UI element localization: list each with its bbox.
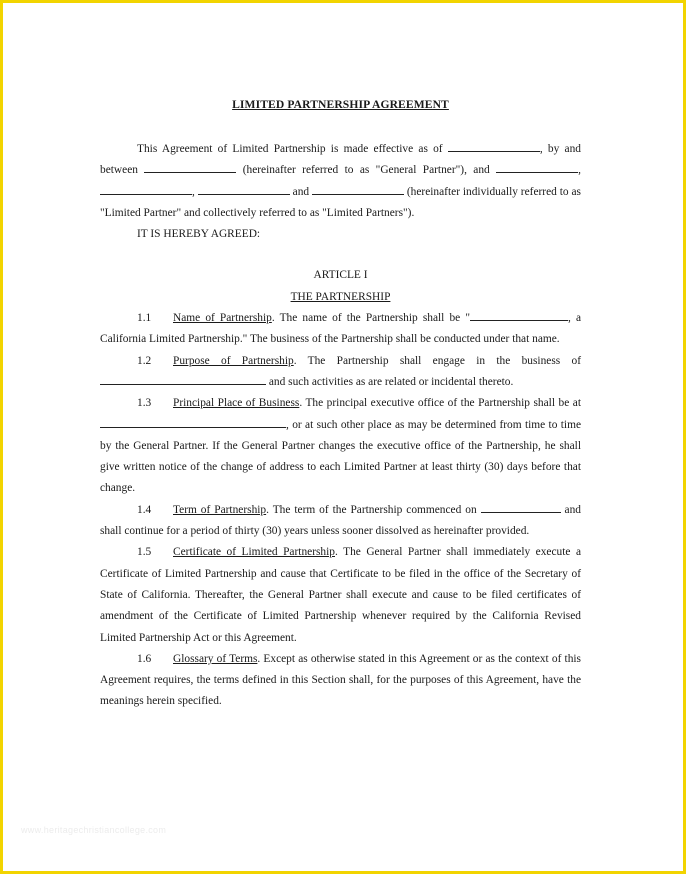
section-1-4 — [100, 500, 581, 543]
intro-comma-1: , — [578, 164, 581, 177]
intro-text-4: (hereinafter individually referred to as "Limited Partner" and collectively referred to as "Limited Partners"). — [100, 185, 581, 219]
section-1-6 — [100, 649, 581, 713]
intro-comma-2: , — [192, 185, 195, 198]
intro-paragraph — [100, 139, 581, 224]
document-title: LIMITED PARTNERSHIP AGREEMENT — [232, 98, 449, 111]
section-text: . The Partnership shall engage in the business of — [293, 354, 581, 367]
section-1-2 — [100, 351, 581, 394]
section-number: 1.1 — [137, 312, 152, 325]
section-text: and such activities as are related or incidental thereto. — [268, 375, 514, 388]
section-heading: Term of Partnership — [173, 503, 267, 516]
section-heading: Glossary of Terms — [173, 652, 258, 665]
limited-partner-blank-2 — [100, 183, 192, 195]
intro-text-1: This Agreement of Limited Partnership is made effective as of — [137, 143, 443, 155]
section-text: , or at such other place as may be determined from time to time by the General Partner. If the General Partner changes the executive office of the Partnership, he shall give written notice of the change of address to each Limited Partner at least thirty (30) days before that change. — [100, 418, 581, 495]
limited-partner-blank-1 — [496, 161, 578, 173]
general-partner-blank — [144, 161, 236, 173]
section-number: 1.5 — [137, 546, 152, 559]
section-text: . The name of the Partnership shall be " — [271, 312, 470, 325]
section-number: 1.2 — [137, 354, 152, 367]
business-purpose-blank — [100, 373, 266, 385]
partnership-name-blank — [470, 309, 568, 321]
article-heading: ARTICLE I — [313, 269, 368, 282]
section-text: . The principal executive office of the Partnership shall be at — [299, 397, 581, 410]
intro-and: and — [292, 185, 310, 198]
intro-text-2: , by and between — [100, 143, 581, 177]
section-text: . The General Partner shall immediately execute a Certificate of Limited Partnership and cause that Certificate to be filed in the office of the Secretary of State of California. Thereafter, the General Partner shall execute and cause to be filed certificates of amendment of the Certificate of Limited Partnership whenever required by the California Revised Limited Partnership Act or this Agreement. — [100, 546, 581, 644]
section-1-5 — [100, 542, 581, 648]
section-text: and shall continue for a period of thirty (30) years unless sooner dissolved as hereinafter provided. — [100, 503, 581, 538]
section-text: . The term of the Partnership commenced on — [266, 503, 477, 516]
limited-partner-blank-3 — [198, 183, 290, 195]
section-heading: Purpose of Partnership — [173, 354, 294, 367]
watermark-text: www.heritagechristiancollege.com — [21, 825, 167, 835]
section-text: . Except as otherwise stated in this Agreement or as the context of this Agreement requires, the terms defined in this Section shall, for the purposes of this Agreement, have the meanings herein specified. — [100, 652, 581, 708]
commencement-date-blank — [481, 501, 561, 513]
limited-partner-blank-4 — [312, 183, 404, 195]
article-subheading: THE PARTNERSHIP — [290, 290, 391, 303]
section-1-1 — [100, 308, 581, 351]
section-number: 1.4 — [137, 503, 152, 516]
effective-date-blank — [448, 140, 540, 152]
section-heading: Principal Place of Business — [173, 397, 300, 410]
section-number: 1.3 — [137, 397, 152, 410]
agreed-line: IT IS HEREBY AGREED: — [137, 228, 261, 241]
document-body — [100, 139, 581, 713]
section-heading: Certificate of Limited Partnership — [173, 546, 335, 559]
intro-text-3: (hereinafter referred to as "General Partner"), and — [242, 164, 490, 177]
section-text: , a California Limited Partnership." The business of the Partnership shall be conducted under that name. — [100, 312, 582, 346]
section-1-3 — [100, 393, 581, 499]
office-address-blank — [100, 416, 286, 428]
section-number: 1.6 — [137, 652, 152, 665]
section-heading: Name of Partnership — [173, 312, 272, 325]
